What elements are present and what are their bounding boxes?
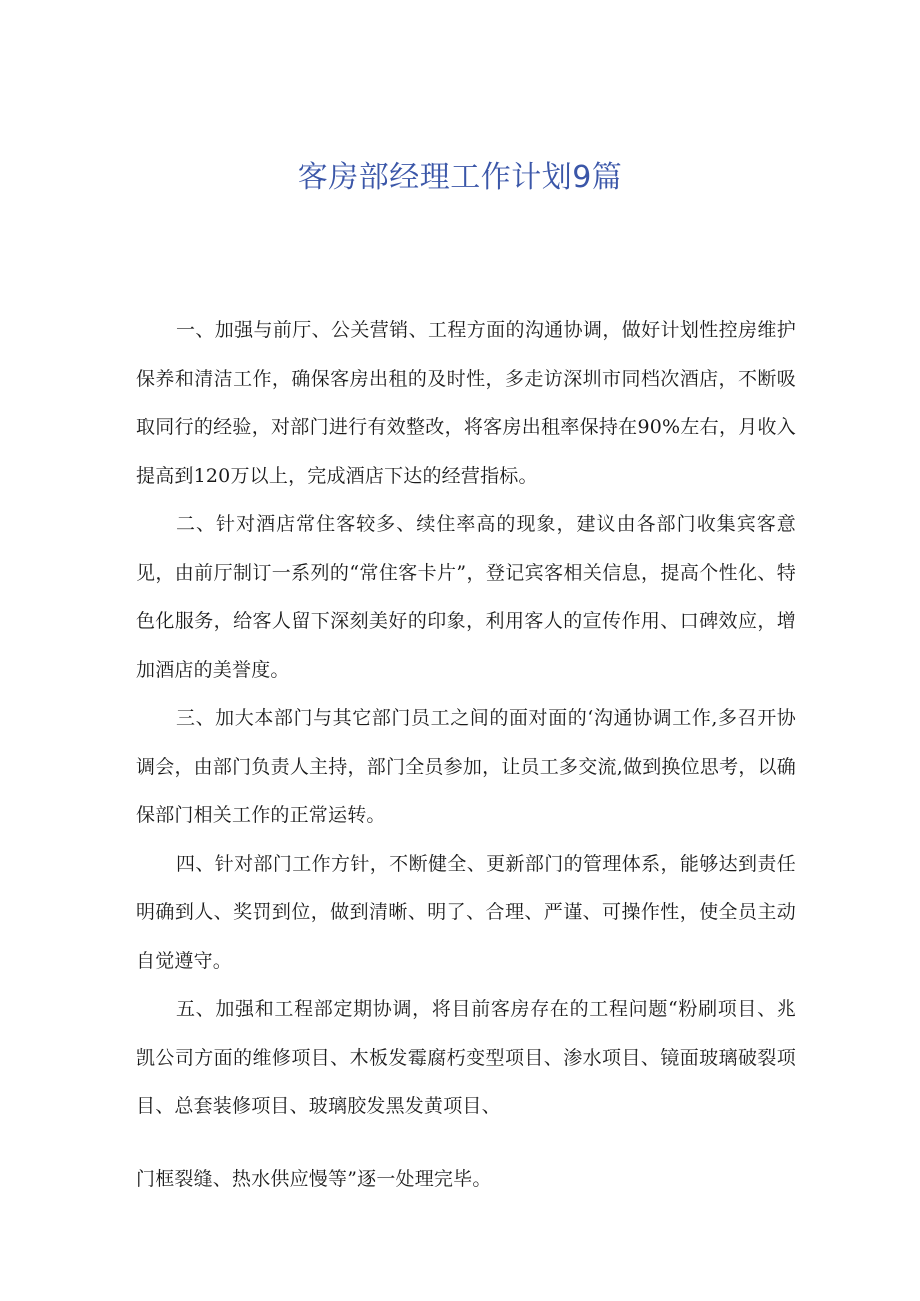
paragraph-2: 二、针对酒店常住客较多、续住率高的现象，建议由各部门收集宾客意见，由前厅制订一系列的“常住客卡片”，登记宾客相关信息，提高个性化、特色化服务，给客人留下深刻美好的印象，利用客人的宣传作用、口碑效应，增加酒店的美誉度。 <box>136 513 796 681</box>
paragraph-1: 一、加强与前厅、公关营销、工程方面的沟通协调，做好计划性控房维护保养和清洁工作，确保客房出租的及时性，多走访深圳市同档次酒店，不断吸取同行的经验，对部门进行有效整改，将客房出租率保持在90%左右，月收入提高到120万以上，完成酒店下达的经营指标。 <box>136 319 796 487</box>
document-title: 客房部经理工作计划9篇 <box>297 160 623 195</box>
paragraph-5: 五、加强和工程部定期协调，将目前客房存在的工程问题“粉刷项目、兆凯公司方面的维修项目、木板发霉腐朽变型项目、渗水项目、镜面玻璃破裂项目、总套装修项目、玻璃胶发黑发黄项目、 <box>136 998 796 1117</box>
paragraph-4: 四、针对部门工作方针，不断健全、更新部门的管理体系，能够达到责任明确到人、奖罚到位，做到清晰、明了、合理、严谨、可操作性，使全员主动自觉遵守。 <box>136 852 796 972</box>
paragraph-5-continuation: 门框裂缝、热水供应慢等”逐一处理完毕。 <box>136 1167 492 1190</box>
paragraph-3: 三、加大本部门与其它部门员工之间的面对面的‘沟通协调工作,多召开协调会，由部门负责人主持，部门全员参加，让员工多交流,做到换位思考，以确保部门相关工作的正常运转。 <box>136 707 796 826</box>
document-body <box>136 306 796 1203</box>
